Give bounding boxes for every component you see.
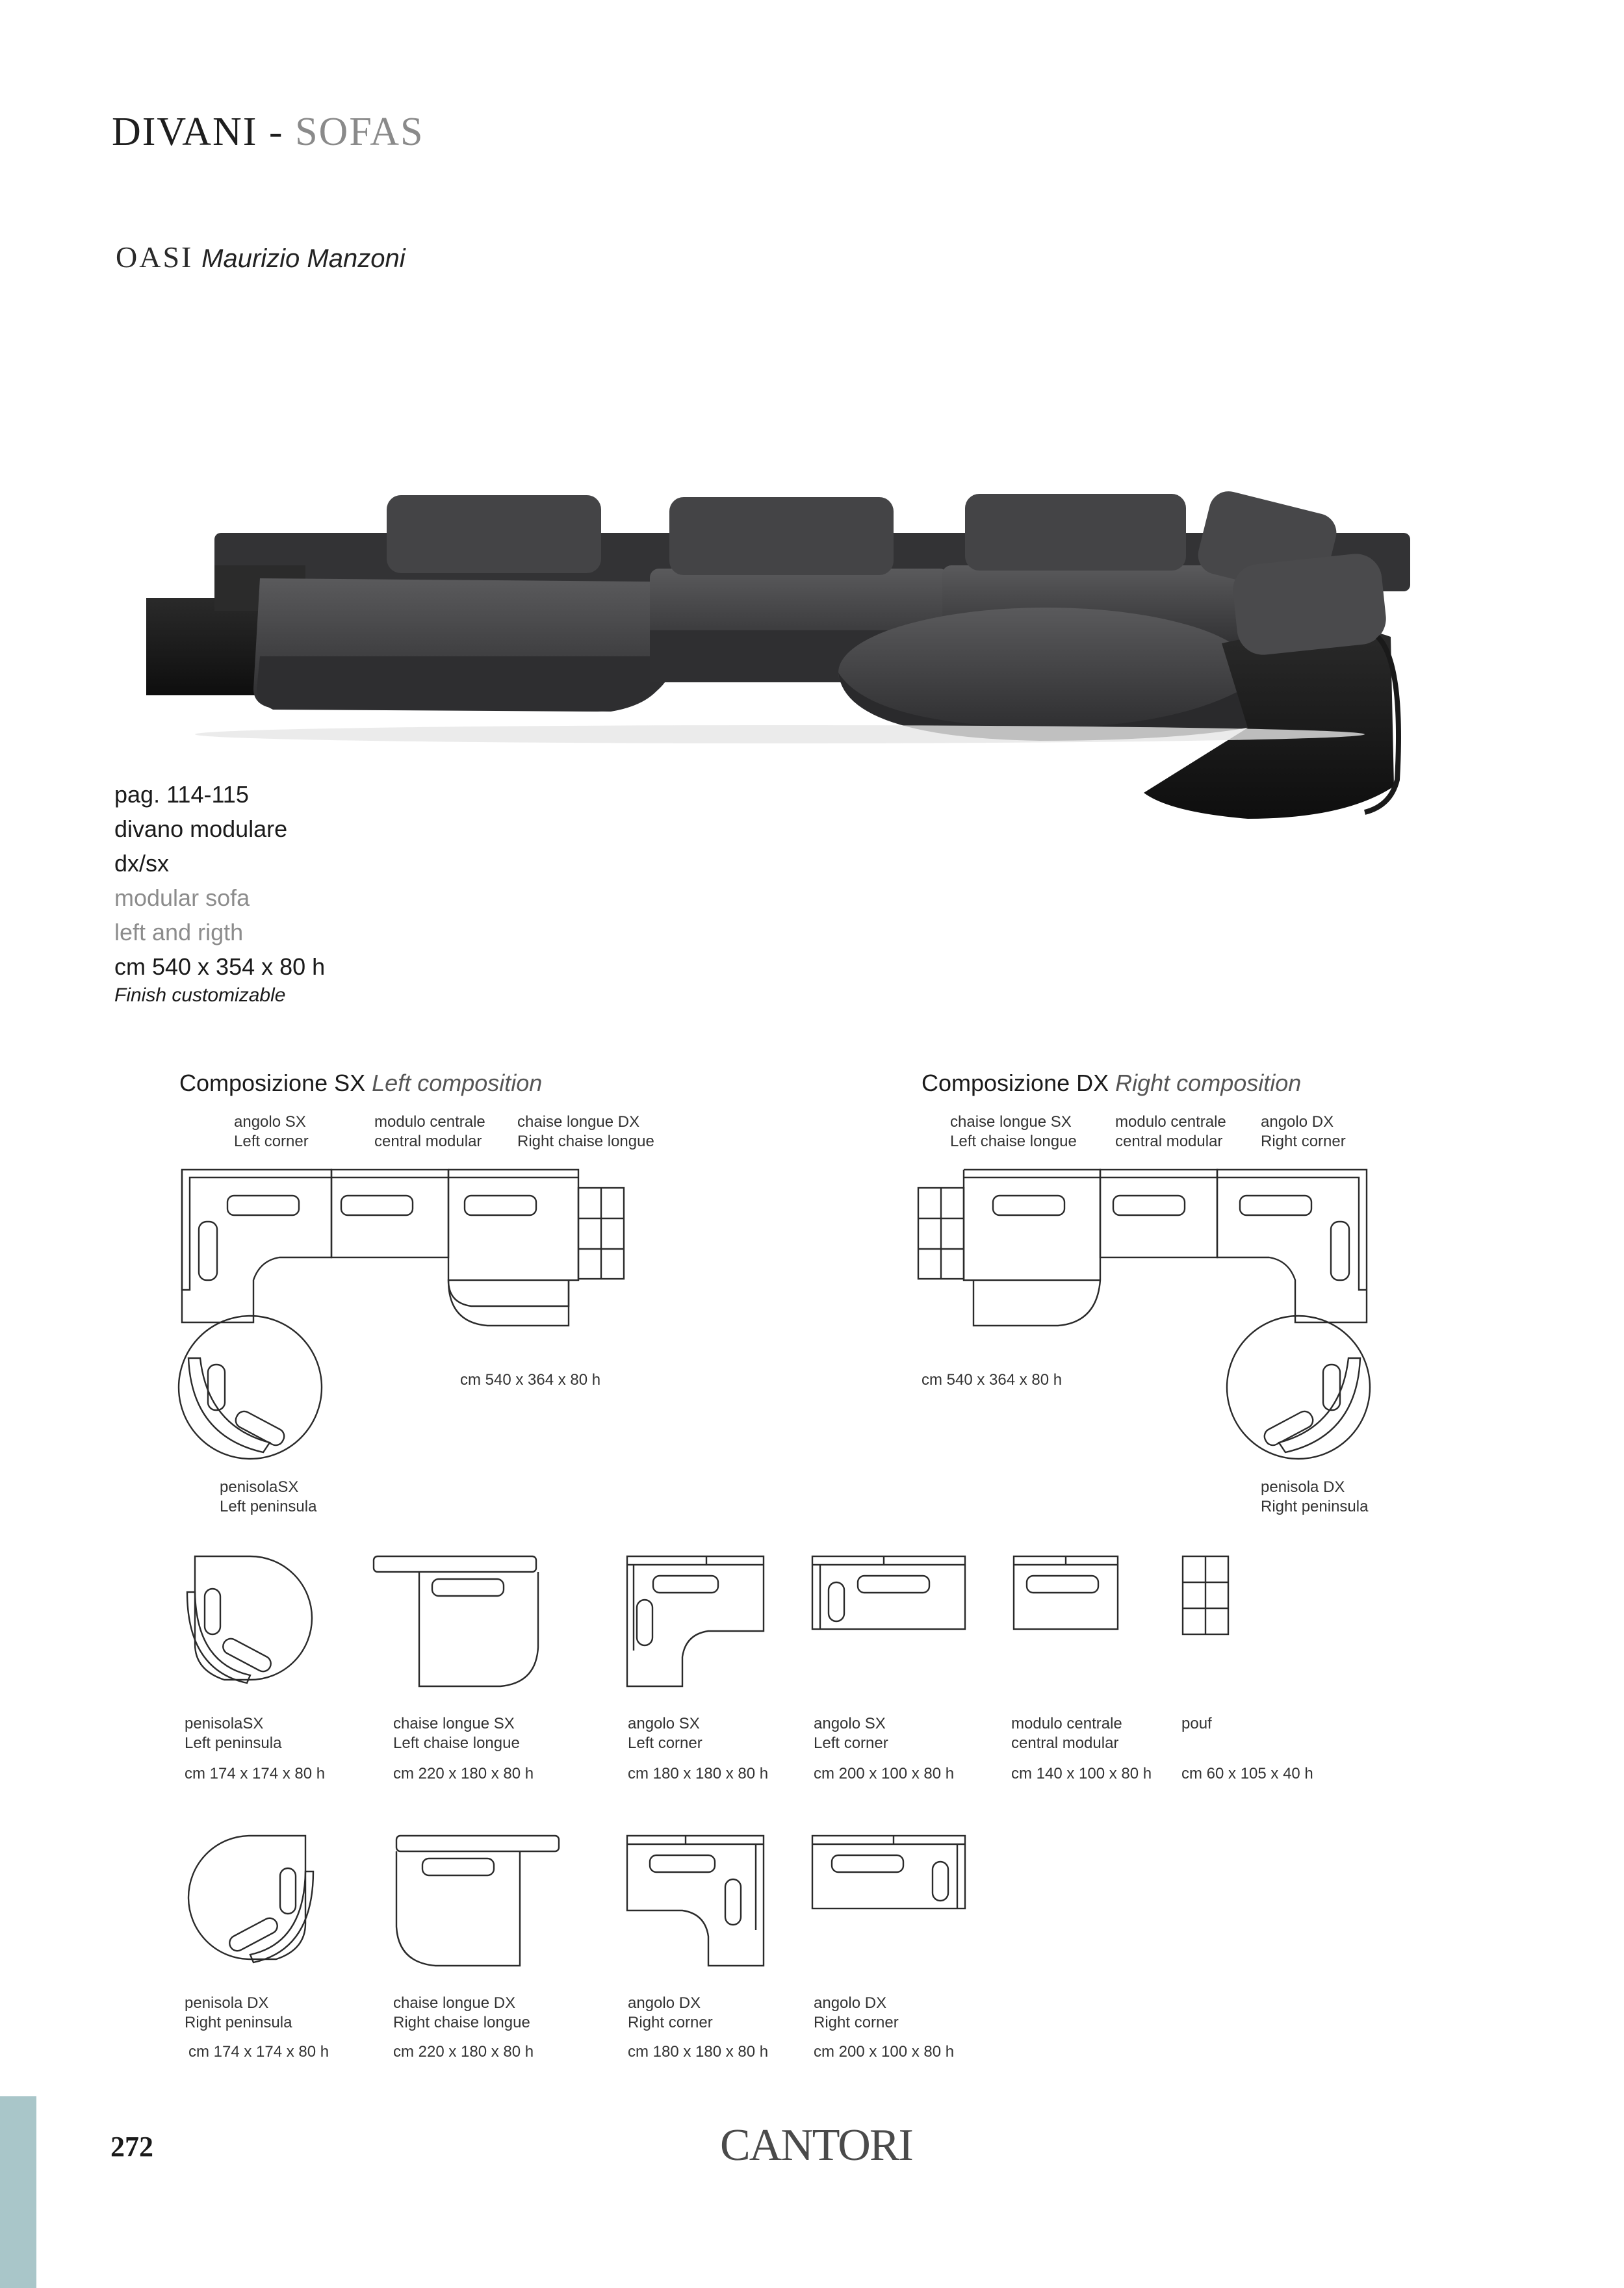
module-dims: cm 174 x 174 x 80 h bbox=[185, 1765, 326, 1782]
left-dimensions: cm 540 x 364 x 80 h bbox=[460, 1371, 601, 1389]
info-finish: Finish customizable bbox=[114, 984, 286, 1006]
product-name: OASI bbox=[116, 240, 194, 274]
right-label-chaise: chaise longue SX Left chaise longue bbox=[950, 1113, 1077, 1150]
left-label-central: modulo centrale central modular bbox=[374, 1113, 485, 1150]
module-dims: cm 174 x 174 x 80 h bbox=[188, 2043, 329, 2061]
module-dims: cm 180 x 180 x 80 h bbox=[628, 1765, 769, 1782]
module-corner-left-200 bbox=[812, 1556, 965, 1629]
module-label: chaise longue DX Right chaise longue bbox=[393, 1994, 530, 2031]
module-corner-right-200 bbox=[812, 1836, 965, 1909]
product-heading bbox=[116, 239, 406, 274]
left-label-peninsula: penisolaSX Left peninsula bbox=[220, 1478, 317, 1515]
module-label: angolo DX Right corner bbox=[814, 1994, 899, 2031]
modules-row1-diagrams bbox=[182, 1553, 1248, 1690]
comp-title-en: Right composition bbox=[1115, 1070, 1302, 1096]
left-composition-title bbox=[179, 1070, 542, 1097]
module-label: chaise longue SX Left chaise longue bbox=[393, 1715, 520, 1752]
modules-row2-diagrams bbox=[182, 1832, 988, 1975]
module-label: angolo DX Right corner bbox=[628, 1994, 713, 2031]
right-label-peninsula: penisola DX Right peninsula bbox=[1261, 1478, 1369, 1515]
product-info bbox=[114, 777, 325, 1007]
module-label: pouf bbox=[1181, 1715, 1212, 1732]
comp-title-en: Left composition bbox=[372, 1070, 543, 1096]
left-composition-diagram bbox=[175, 1163, 656, 1475]
module-corner-right-180 bbox=[627, 1836, 764, 1966]
module-dims: cm 60 x 105 x 40 h bbox=[1181, 1765, 1313, 1782]
module-dims: cm 180 x 180 x 80 h bbox=[628, 2043, 769, 2061]
right-dimensions: cm 540 x 364 x 80 h bbox=[922, 1371, 1063, 1389]
module-label: penisola DX Right peninsula bbox=[185, 1994, 292, 2031]
module-pouf bbox=[1183, 1556, 1228, 1634]
info-dimensions: cm 540 x 354 x 80 h bbox=[114, 953, 326, 980]
right-label-corner: angolo DX Right corner bbox=[1261, 1113, 1346, 1150]
module-label: angolo SX Left corner bbox=[628, 1715, 702, 1752]
module-dims: cm 200 x 100 x 80 h bbox=[814, 1765, 955, 1782]
module-dims: cm 140 x 100 x 80 h bbox=[1011, 1765, 1152, 1782]
info-line: divano modulare bbox=[114, 816, 288, 842]
right-composition-title bbox=[922, 1070, 1301, 1097]
info-line: dx/sx bbox=[114, 850, 170, 877]
page-title bbox=[112, 109, 424, 155]
module-chaise-left bbox=[374, 1556, 538, 1686]
left-label-corner: angolo SX Left corner bbox=[234, 1113, 309, 1150]
comp-title-it: Composizione SX bbox=[179, 1070, 366, 1096]
right-label-central: modulo centrale central modular bbox=[1115, 1113, 1226, 1150]
side-color-bar bbox=[0, 2096, 36, 2288]
module-label: angolo SX Left corner bbox=[814, 1715, 888, 1752]
info-line: left and rigth bbox=[114, 919, 244, 945]
brand-logo: CANTORI bbox=[720, 2120, 912, 2170]
info-line: modular sofa bbox=[114, 884, 250, 911]
title-separator: - bbox=[257, 110, 296, 154]
module-peninsula-right bbox=[188, 1836, 313, 1962]
module-label: penisolaSX Left peninsula bbox=[185, 1715, 282, 1752]
product-designer: Maurizio Manzoni bbox=[201, 244, 406, 273]
right-composition-diagram bbox=[915, 1163, 1396, 1475]
sofa-photo bbox=[130, 468, 1534, 845]
module-dims: cm 200 x 100 x 80 h bbox=[814, 2043, 955, 2061]
module-corner-left-180 bbox=[627, 1556, 764, 1686]
module-central bbox=[1014, 1556, 1118, 1629]
page-number: 272 bbox=[110, 2131, 153, 2163]
module-chaise-right bbox=[396, 1836, 559, 1966]
comp-title-it: Composizione DX bbox=[922, 1070, 1109, 1096]
module-dims: cm 220 x 180 x 80 h bbox=[393, 1765, 534, 1782]
module-peninsula-left bbox=[187, 1556, 312, 1683]
info-pages: pag. 114-115 bbox=[114, 781, 249, 808]
title-main: DIVANI bbox=[112, 110, 258, 154]
module-dims: cm 220 x 180 x 80 h bbox=[393, 2043, 534, 2061]
left-label-chaise: chaise longue DX Right chaise longue bbox=[517, 1113, 654, 1150]
title-sub: SOFAS bbox=[295, 110, 424, 154]
module-label: modulo centrale central modular bbox=[1011, 1715, 1122, 1752]
